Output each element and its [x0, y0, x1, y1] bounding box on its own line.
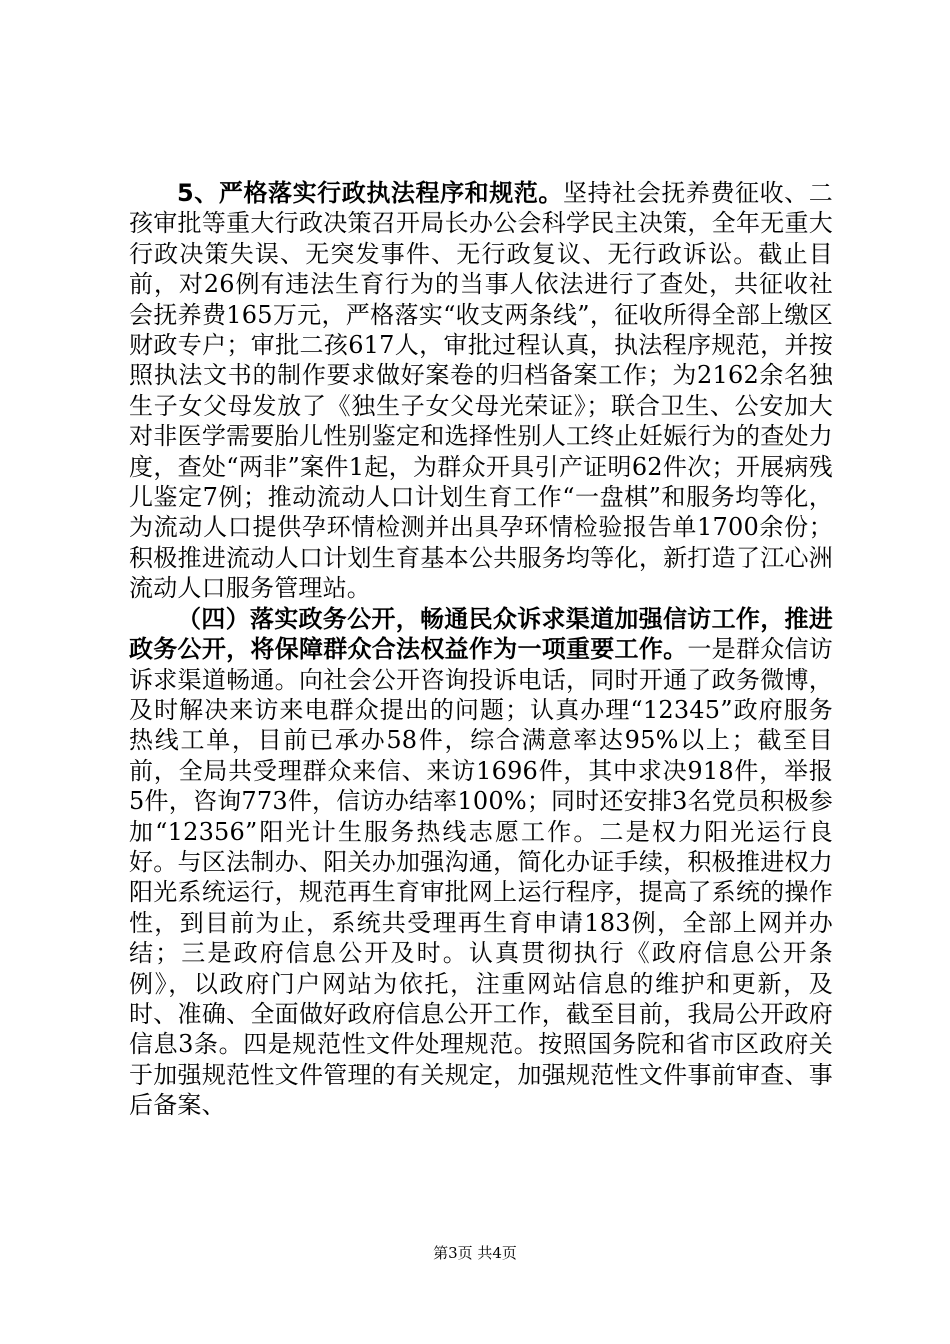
paragraph-law-enforcement	[129, 178, 833, 604]
paragraph-text: 一是群众信访诉求渠道畅通。向社会公开咨询投诉电话，同时开通了政务微博，及时解决来访来电群众提出的问题；认真办理“12345”政府服务热线工单，目前已承办58件，综合满意率达95%以上；截至目前，全局共受理群众来信、来访1696件，其中求决918件，举报5件，咨询773件，信访办结率100%；同时还安排3名党员积极参加“12356”阳光计生服务热线志愿工作。二是权力阳光运行良好。与区法制办、阳关办加强沟通，简化办证手续，积极推进权力阳光系统运行，规范再生育审批网上运行程序，提高了系统的操作性，到目前为止，系统共受理再生育申请183例，全部上网并办结；三是政府信息公开及时。认真贯彻执行《政府信息公开条例》，以政府门户网站为依托，注重网站信息的维护和更新，及时、准确、全面做好政府信息公开工作，截至目前，我局公开政府信息3条。四是规范性文件处理规范。按照国务院和省市区政府关于加强规范性文件管理的有关规定，加强规范性文件事前审查、事后备案、	[129, 635, 833, 1120]
page-number-footer: 第3页 共4页	[433, 1244, 517, 1262]
document-body	[129, 178, 833, 1121]
paragraph-heading: 5、严格落实行政执法程序和规范。	[177, 179, 563, 207]
paragraph-text: 坚持社会抚养费征收、二孩审批等重大行政决策召开局长办公会科学民主决策，全年无重大行政决策失误、无突发事件、无行政复议、无行政诉讼。截止目前，对26例有违法生育行为的当事人依法进行了查处，共征收社会抚养费165万元，严格落实“收支两条线”，征收所得全部上缴区财政专户；审批二孩617人，审批过程认真，执法程序规范，并按照执法文书的制作要求做好案卷的归档备案工作；为2162余名独生子女父母发放了《独生子女父母光荣证》；联合卫生、公安加大对非医学需要胎儿性别鉴定和选择性别人工终止妊娠行为的查处力度，查处“两非”案件1起，为群众开具引产证明62件次；开展病残儿鉴定7例；推动流动人口计划生育工作“一盘棋”和服务均等化，为流动人口提供孕环情检测并出具孕环情检验报告单1700余份；积极推进流动人口计划生育基本公共服务均等化，新打造了江心洲流动人口服务管理站。	[129, 179, 834, 603]
paragraph-government-affairs	[129, 604, 833, 1121]
paragraph-heading: （四）落实政务公开，畅通民众诉求渠道加强信访工作，推进政务公开，将保障群众合法权益作为一项重要工作。	[129, 604, 833, 664]
